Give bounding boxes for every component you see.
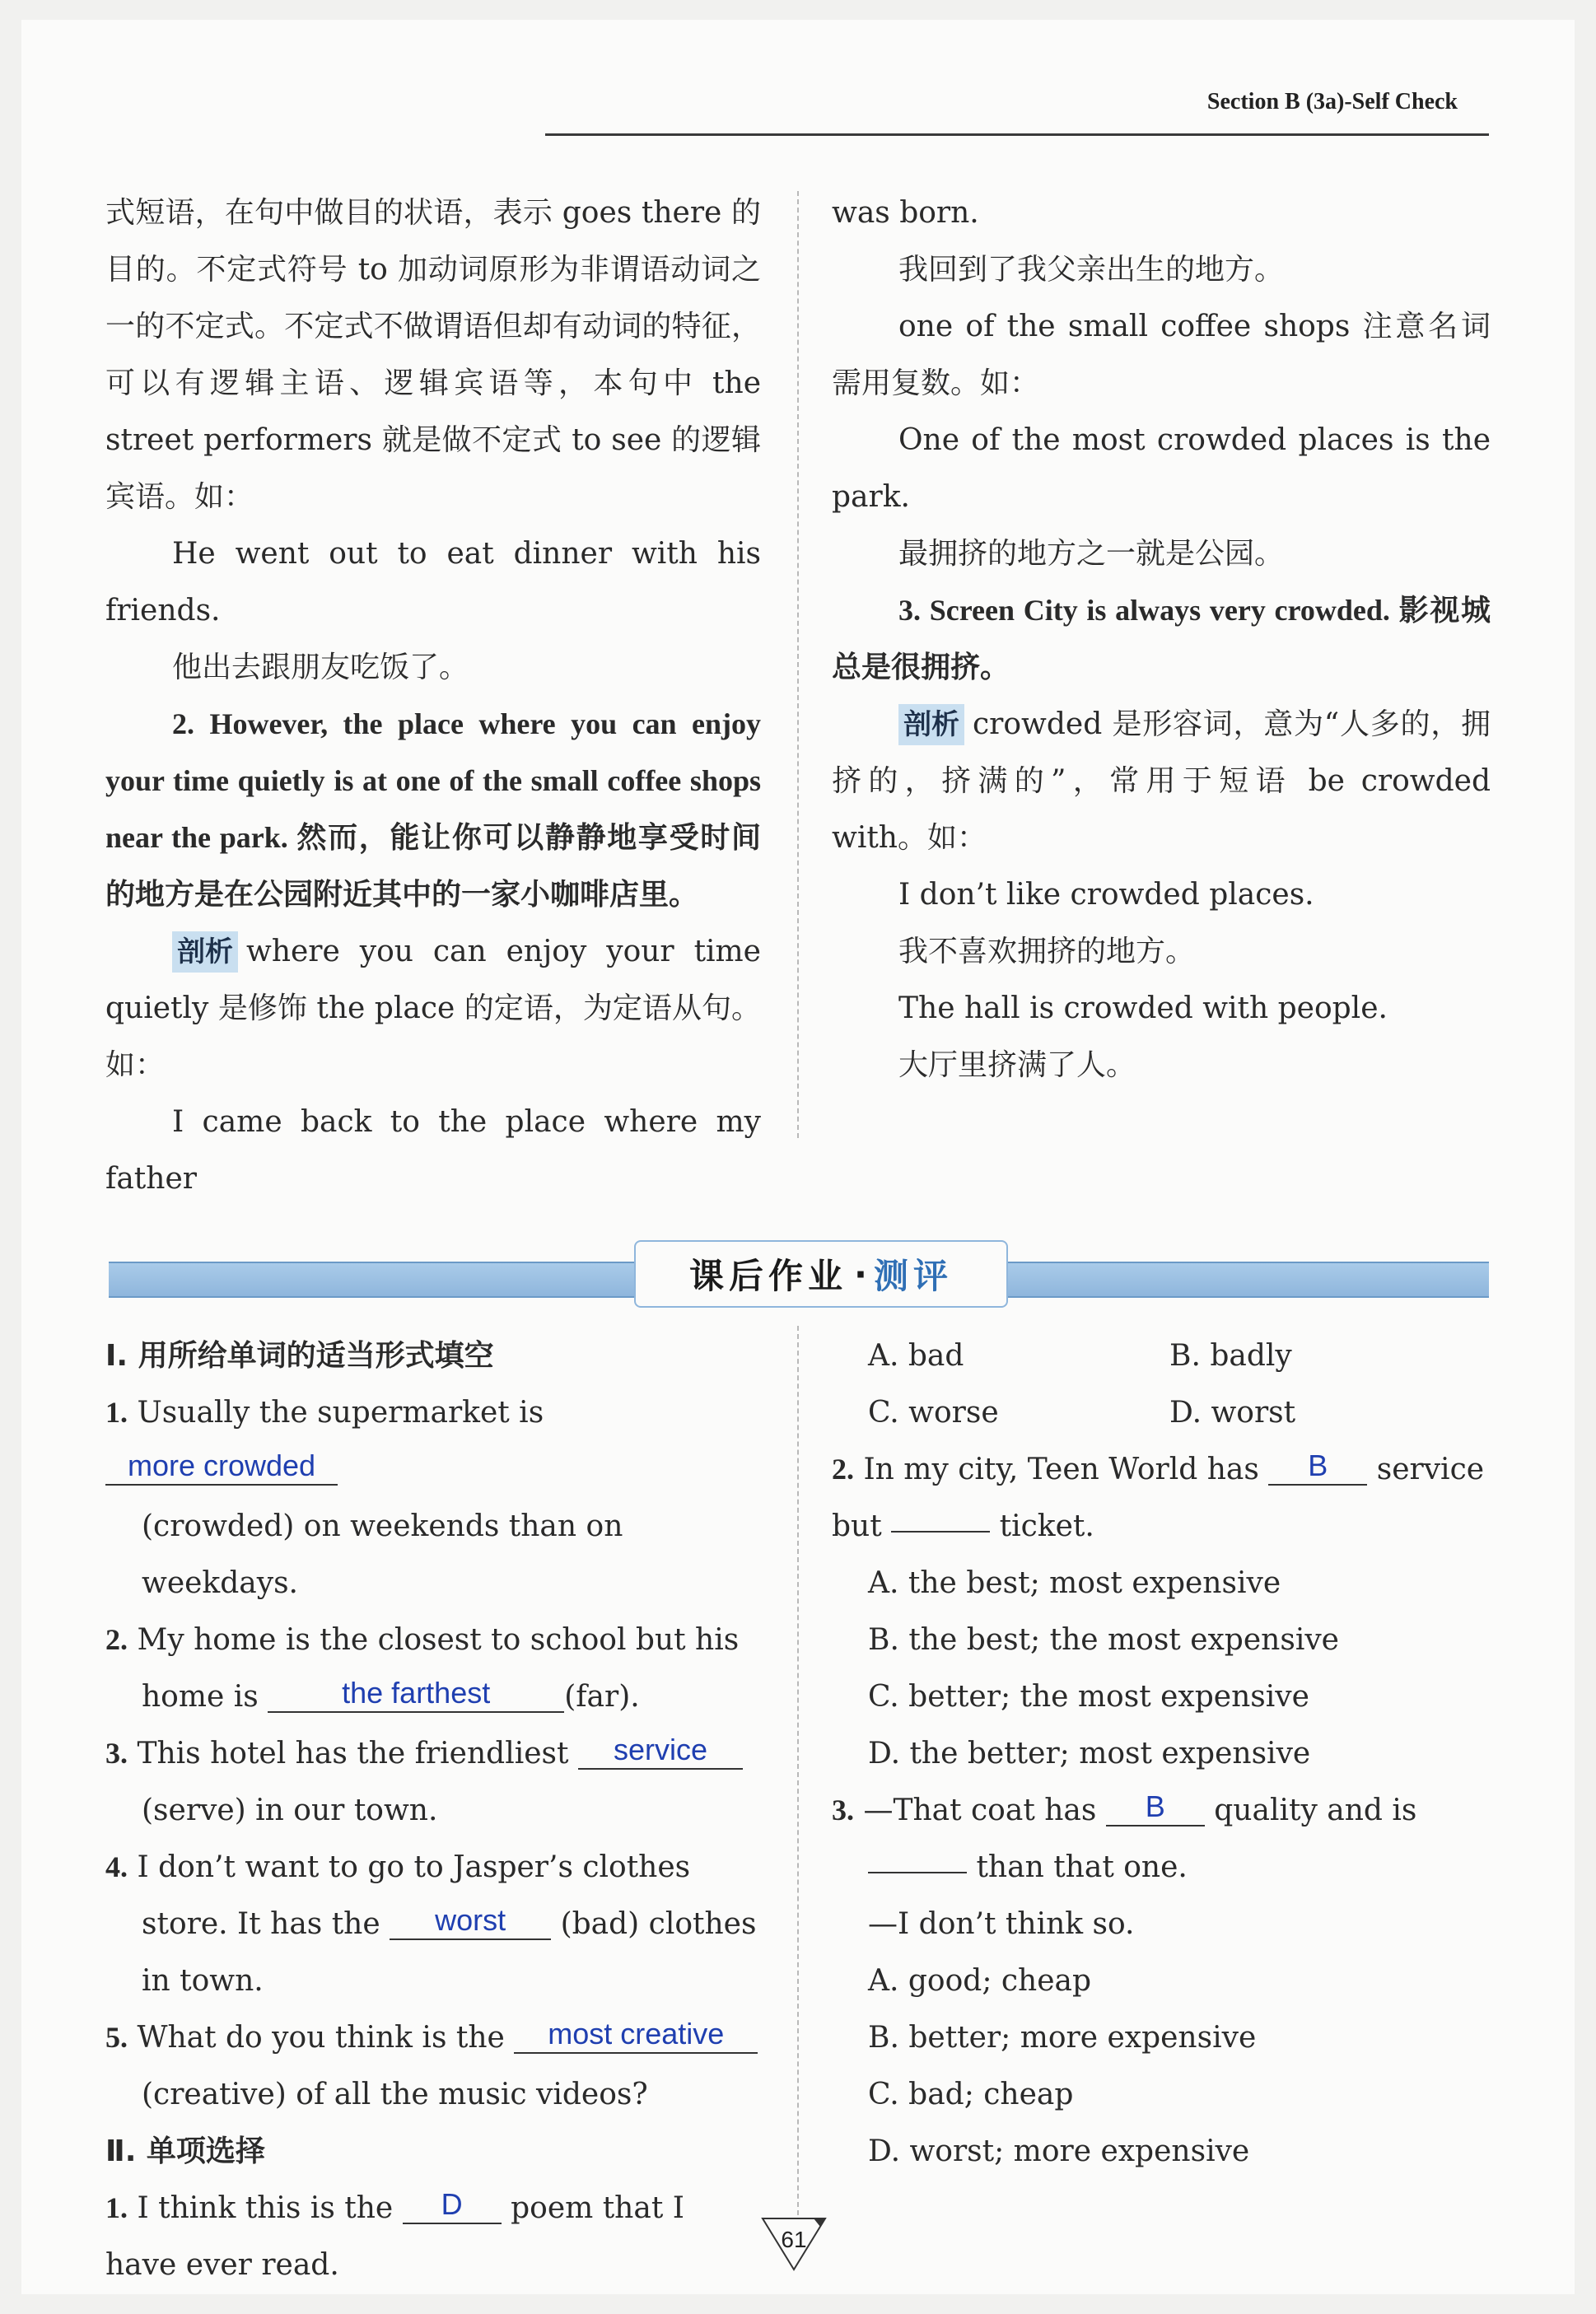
mc-answer-2b[interactable] <box>891 1531 990 1533</box>
mc-3-reply: —I don’t think so. <box>868 1907 1135 1941</box>
question-1-cont: (crowded) on weekends than on weekdays. <box>142 1509 623 1600</box>
right-example-cn-2: 最拥挤的地方之一就是公园。 <box>898 537 1285 571</box>
mc-2-option-c[interactable]: C. better; the most expensive <box>868 1680 1309 1714</box>
banner-title-main: 课后作业 <box>689 1256 848 1296</box>
mc-1-options-ab <box>832 1327 1491 1384</box>
banner-title-sub: 测评 <box>873 1256 953 1296</box>
analysis-tag-2: 剖析 <box>898 704 964 745</box>
banner-title <box>634 1240 1008 1308</box>
mc-answer-1[interactable]: D <box>403 2186 502 2224</box>
question-5-cont: (creative) of all the music videos? <box>142 2078 648 2111</box>
right-example-en-3: The hall is crowded with people. <box>898 991 1388 1025</box>
right-example-cn-3: 我不喜欢拥挤的地方。 <box>898 935 1196 968</box>
mc-3-option-a[interactable]: A. good; cheap <box>868 1964 1092 1998</box>
left-example-en: He went out to eat dinner with his friends. <box>105 537 761 627</box>
section-header: Section B (3a)-Self Check <box>1206 89 1458 114</box>
mc-answer-3[interactable]: B <box>1106 1789 1205 1826</box>
mc-1-options-cd <box>832 1384 1491 1441</box>
answer-blank-3[interactable]: service <box>578 1732 743 1770</box>
right-analysis-text: crowded 是形容词，意为“人多的，拥挤的，挤满的”，常用于短语 be crowded with。如： <box>832 707 1491 855</box>
analysis-tag: 剖析 <box>172 931 238 973</box>
mc-question-1: 1. I think this is the D poem that I have ever read. <box>105 2187 684 2282</box>
mc-question-3: 3. —That coat has B quality and is <box>832 1789 1417 1827</box>
mc-answer-2[interactable]: B <box>1268 1448 1367 1486</box>
question-2: 2. My home is the closest to school but his home is the farthest (far). <box>105 1623 740 1714</box>
header-rule <box>545 133 1489 136</box>
left-example-cn: 他出去跟朋友吃饭了。 <box>172 651 469 684</box>
question-3-cont: (serve) in our town. <box>142 1794 438 1827</box>
right-column <box>832 184 1491 1094</box>
column-divider-bottom <box>797 1326 799 2215</box>
section-1-title: Ⅰ. 用所给单词的适当形式填空 <box>105 1339 494 1373</box>
left-sentence-2: 2. However, the place where you can enjoy your time quietly is at one of the small coffee shops near the park. 然而，能让你可以静静地享受时间的地方是在公园附近其中的一家小咖啡店里。 <box>105 707 761 911</box>
exercise-left <box>105 1327 764 2293</box>
column-divider-top <box>797 191 799 1138</box>
right-example-cn: 我回到了我父亲出生的地方。 <box>898 253 1285 287</box>
mc-1-option-d[interactable]: D. worst <box>1169 1396 1296 1430</box>
mc-3-option-c[interactable]: C. bad; cheap <box>868 2078 1074 2111</box>
question-1: 1. Usually the supermarket is more crowded <box>105 1384 764 1498</box>
question-3: 3. This hotel has the friendliest service <box>105 1725 764 1782</box>
right-sentence-3: 3. Screen City is always very crowded. 影视城总是很拥挤。 <box>832 594 1491 683</box>
mc-1-option-a[interactable]: A. bad <box>868 1339 964 1373</box>
mc-1-option-c[interactable]: C. worse <box>868 1396 999 1430</box>
right-example-cn-4: 大厅里挤满了人。 <box>898 1048 1136 1082</box>
banner-title-dot: · <box>854 1253 867 1295</box>
section-2-title: Ⅱ. 单项选择 <box>105 2134 265 2168</box>
mc-question-3-cont: than that one. <box>832 1839 1491 1896</box>
answer-blank-5[interactable]: most creative <box>514 2016 758 2054</box>
question-5: 5. What do you think is the most creative <box>105 2009 764 2066</box>
mc-2-option-d[interactable]: D. the better; most expensive <box>868 1737 1311 1770</box>
right-example-en-2: I don’t like crowded places. <box>898 878 1314 912</box>
mc-question-2: 2. In my city, Teen World has B service but ticket. <box>832 1449 1485 1543</box>
question-4: 4. I don’t want to go to Jasper’s clothes store. It has the worst (bad) clothes in town. <box>105 1850 757 1998</box>
left-example-en-2: I came back to the place where my father <box>105 1105 761 1196</box>
mc-2-option-a[interactable]: A. the best; most expensive <box>868 1566 1281 1600</box>
answer-blank-4[interactable]: worst <box>390 1902 551 1940</box>
right-continued: was born. <box>832 196 979 230</box>
mc-3-option-b[interactable]: B. better; more expensive <box>868 2021 1257 2055</box>
exercise-right <box>832 1327 1491 2180</box>
page-number: 61 <box>781 2227 807 2252</box>
mc-1-option-b[interactable]: B. badly <box>1169 1339 1292 1373</box>
answer-blank-1[interactable]: more crowded <box>105 1448 338 1486</box>
answer-blank-2[interactable]: the farthest <box>268 1675 564 1713</box>
right-example-en: One of the most crowded places is the park. <box>832 423 1491 514</box>
left-analysis-text: where you can enjoy your time quietly 是修饰 the place 的定语，为定语从句。如： <box>105 935 761 1082</box>
page-number-badge <box>759 2215 828 2273</box>
left-column <box>105 184 761 1207</box>
right-note: one of the small coffee shops 注意名词需用复数。如： <box>832 310 1491 400</box>
mc-2-option-b[interactable]: B. the best; the most expensive <box>868 1623 1339 1657</box>
mc-3-option-d[interactable]: D. worst; more expensive <box>868 2134 1250 2168</box>
mc-answer-3b[interactable] <box>868 1872 967 1873</box>
left-paragraph-1: 式短语，在句中做目的状语，表示 goes there 的目的。不定式符号 to 加动词原形为非谓语动词之一的不定式。不定式不做谓语但却有动词的特征，可以有逻辑主语、逻辑宾语等，本句中 the street performers 就是做不定式 to see 的逻辑宾语。如： <box>105 196 761 514</box>
